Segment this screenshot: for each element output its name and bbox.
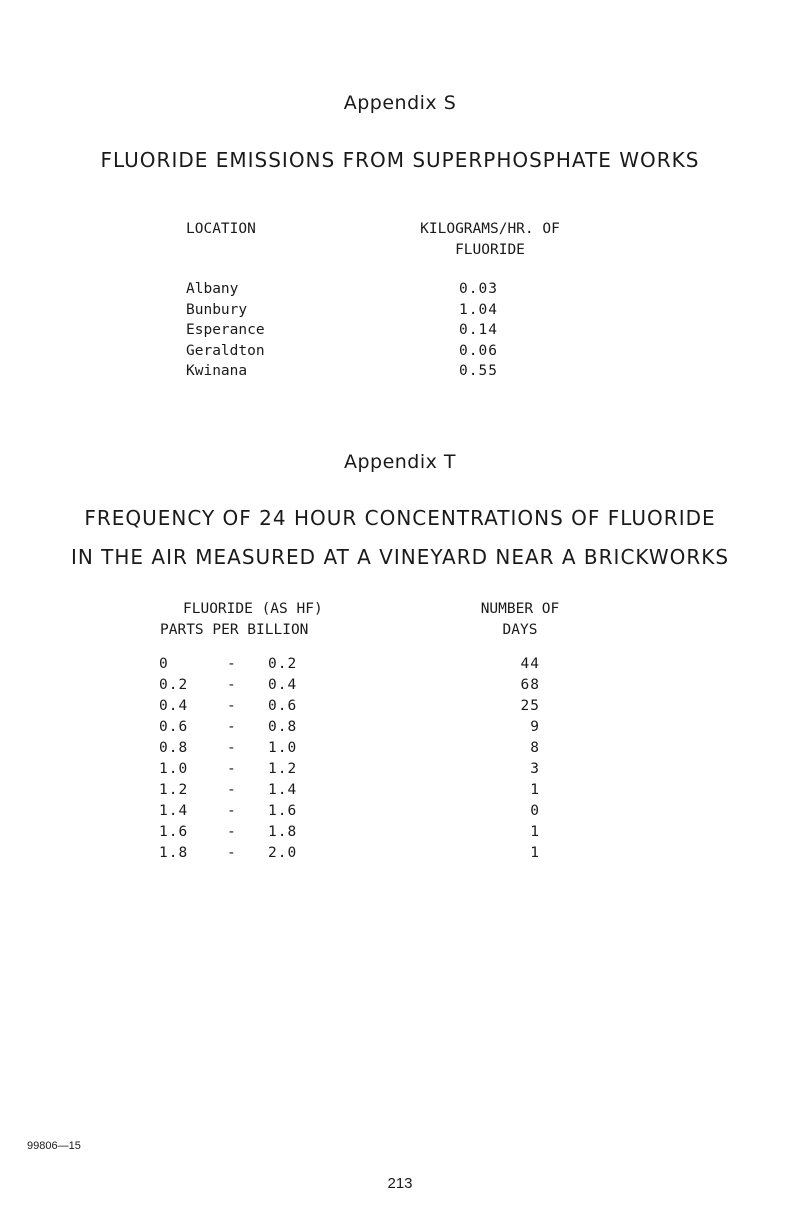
range-dash: - — [227, 719, 237, 735]
range-from-cell: 0.8 — [159, 740, 189, 756]
appendix-t-label: Appendix T — [343, 451, 457, 473]
range-to-cell: 0.6 — [268, 698, 298, 714]
range-to-cell: 1.0 — [268, 740, 298, 756]
days-cell: 1 — [530, 782, 540, 798]
range-from-cell: 1.2 — [159, 782, 189, 798]
number-of-days-header-line2: DAYS — [502, 622, 538, 638]
location-cell: Albany — [186, 281, 239, 297]
emission-value-cell: 0.06 — [459, 343, 498, 359]
range-dash: - — [227, 824, 237, 840]
range-to-cell: 1.4 — [268, 782, 298, 798]
appendix-t-title-line1: FREQUENCY OF 24 HOUR CONCENTRATIONS OF FLUORIDE — [84, 506, 716, 530]
range-dash: - — [227, 845, 237, 861]
range-to-cell: 0.8 — [268, 719, 298, 735]
appendix-t-title-line2: IN THE AIR MEASURED AT A VINEYARD NEAR A BRICKWORKS — [70, 545, 730, 569]
range-dash: - — [227, 782, 237, 798]
range-to-cell: 1.8 — [268, 824, 298, 840]
days-cell: 25 — [520, 698, 540, 714]
location-cell: Esperance — [186, 322, 265, 338]
location-header: LOCATION — [186, 221, 256, 237]
appendix-s-title: FLUORIDE EMISSIONS FROM SUPERPHOSPHATE WORKS — [100, 148, 700, 172]
range-dash: - — [227, 698, 237, 714]
range-from-cell: 1.6 — [159, 824, 189, 840]
range-to-cell: 1.6 — [268, 803, 298, 819]
range-dash: - — [227, 656, 237, 672]
days-cell: 44 — [520, 656, 540, 672]
range-dash: - — [227, 740, 237, 756]
days-cell: 1 — [530, 824, 540, 840]
appendix-s-label: Appendix S — [343, 92, 457, 114]
days-cell: 8 — [530, 740, 540, 756]
emission-value-cell: 0.14 — [459, 322, 498, 338]
emission-value-cell: 0.03 — [459, 281, 498, 297]
days-cell: 68 — [520, 677, 540, 693]
range-dash: - — [227, 677, 237, 693]
range-to-cell: 1.2 — [268, 761, 298, 777]
days-cell: 3 — [530, 761, 540, 777]
range-dash: - — [227, 761, 237, 777]
days-cell: 1 — [530, 845, 540, 861]
kg-per-hr-header-line1: KILOGRAMS/HR. OF — [420, 221, 560, 237]
emission-value-cell: 0.55 — [459, 363, 498, 379]
range-from-cell: 0 — [159, 656, 169, 672]
range-to-cell: 0.2 — [268, 656, 298, 672]
kg-per-hr-header-line2: FLUORIDE — [455, 242, 525, 258]
print-code: 99806—15 — [27, 1140, 81, 1152]
page-number: 213 — [387, 1175, 413, 1192]
location-cell: Bunbury — [186, 302, 248, 318]
range-from-cell: 0.2 — [159, 677, 189, 693]
range-from-cell: 0.4 — [159, 698, 189, 714]
days-cell: 9 — [530, 719, 540, 735]
fluoride-ppb-header-line1: FLUORIDE (AS HF) — [183, 601, 323, 617]
emission-value-cell: 1.04 — [459, 302, 498, 318]
range-from-cell: 1.0 — [159, 761, 189, 777]
range-from-cell: 0.6 — [159, 719, 189, 735]
location-cell: Geraldton — [186, 343, 265, 359]
location-cell: Kwinana — [186, 363, 248, 379]
days-cell: 0 — [530, 803, 540, 819]
fluoride-ppb-header-line2: PARTS PER BILLION — [160, 622, 309, 638]
range-to-cell: 0.4 — [268, 677, 298, 693]
number-of-days-header-line1: NUMBER OF — [480, 601, 560, 617]
range-to-cell: 2.0 — [268, 845, 298, 861]
range-from-cell: 1.8 — [159, 845, 189, 861]
range-from-cell: 1.4 — [159, 803, 189, 819]
range-dash: - — [227, 803, 237, 819]
